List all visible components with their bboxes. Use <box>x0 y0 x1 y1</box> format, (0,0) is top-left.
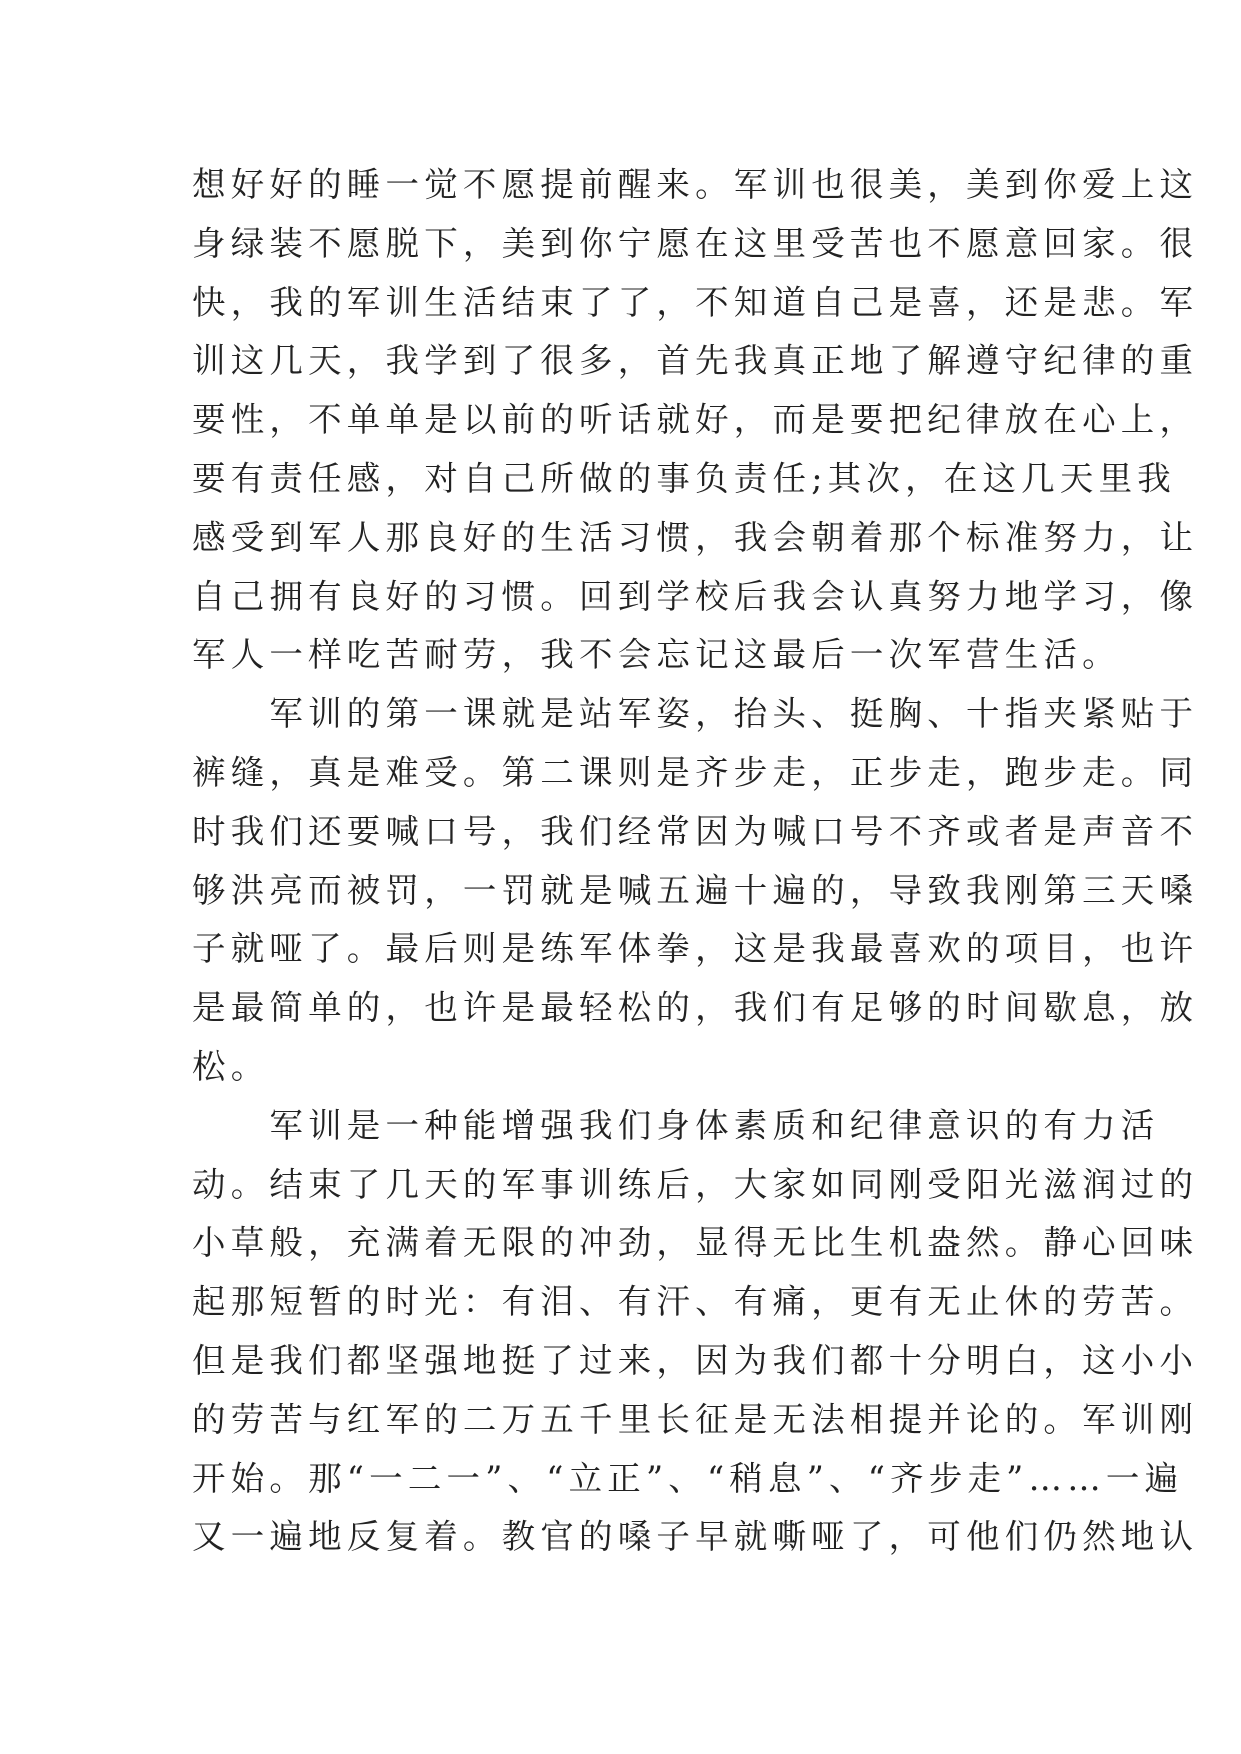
text-line: 军训是一种能增强我们身体素质和纪律意识的有力活 <box>192 1105 1160 1145</box>
text-line: 想好好的睡一觉不愿提前醒来。军训也很美，美到你爱上这 <box>192 165 1199 204</box>
text-line: 小草般，充满着无限的冲劲，显得无比生机盎然。静心回味 <box>192 1223 1199 1263</box>
document-body <box>192 156 1199 1567</box>
text-line: 起那短暂的时光：有泪、有汗、有痛，更有无止休的劳苦。 <box>192 1282 1199 1322</box>
text-line: 动。结束了几天的军事训练后，大家如同刚受阳光滋润过的 <box>192 1164 1199 1204</box>
text-line: 身绿装不愿脱下，美到你宁愿在这里受苦也不愿意回家。很 <box>192 223 1199 263</box>
paragraph-3 <box>192 1097 1199 1567</box>
text-line: 训这几天，我学到了很多，首先我真正地了解遵守纪律的重 <box>192 341 1199 381</box>
text-line: 是最简单的，也许是最轻松的，我们有足够的时间歇息，放 <box>192 988 1199 1028</box>
text-line: 又一遍地反复着。教官的嗓子早就嘶哑了，可他们仍然地认 <box>192 1517 1199 1557</box>
text-line: 的劳苦与红军的二万五千里长征是无法相提并论的。军训刚 <box>192 1399 1199 1439</box>
text-line: 够洪亮而被罚，一罚就是喊五遍十遍的，导致我刚第三天嗓 <box>192 870 1199 910</box>
text-line: 军训的第一课就是站军姿，抬头、挺胸、十指夹紧贴于 <box>192 694 1199 734</box>
text-line: 但是我们都坚强地挺了过来，因为我们都十分明白，这小小 <box>192 1340 1199 1380</box>
text-line: 松。 <box>192 1046 270 1086</box>
text-line: 自己拥有良好的习惯。回到学校后我会认真努力地学习，像 <box>192 576 1199 616</box>
text-line: 军人一样吃苦耐劳，我不会忘记这最后一次军营生活。 <box>192 635 1121 675</box>
paragraph-2 <box>192 685 1199 1097</box>
text-line: 快，我的军训生活结束了了，不知道自己是喜，还是悲。军 <box>192 282 1199 322</box>
text-line: 要有责任感，对自己所做的事负责任;其次，在这几天里我 <box>192 458 1176 498</box>
text-line: 感受到军人那良好的生活习惯，我会朝着那个标准努力，让 <box>192 517 1199 557</box>
text-line: 裤缝，真是难受。第二课则是齐步走，正步走，跑步走。同 <box>192 752 1199 792</box>
text-line: 开始。那“一二一”、“立正”、“稍息”、“齐步走”……一遍 <box>192 1458 1184 1498</box>
text-line: 时我们还要喊口号，我们经常因为喊口号不齐或者是声音不 <box>192 811 1199 851</box>
text-line: 要性，不单单是以前的听话就好，而是要把纪律放在心上， <box>192 400 1199 440</box>
text-line: 子就哑了。最后则是练军体拳，这是我最喜欢的项目，也许 <box>192 929 1199 969</box>
paragraph-1 <box>192 156 1199 685</box>
